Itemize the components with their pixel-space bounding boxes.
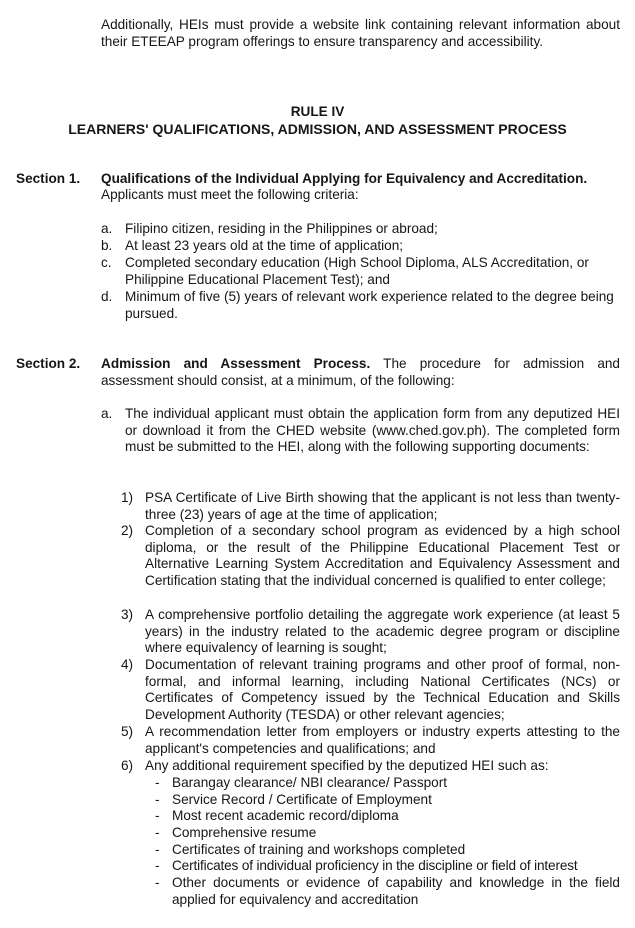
list-item-text: Any additional requirement specified by the deputized HEI such as: — [145, 758, 549, 773]
criteria-item-a — [101, 221, 621, 238]
additional-item-6 — [155, 858, 635, 875]
list-item-text: Minimum of five (5) years of relevant work experience related to the degree being pursued. — [125, 289, 614, 321]
criteria-item-d — [101, 289, 621, 322]
additional-item-4 — [155, 825, 630, 842]
rule-number: RULE IV — [290, 104, 345, 119]
list-item-text: A comprehensive portfolio detailing the aggregate work experience (at least 5 years) in the industry related to the academic degree program or discipline where equivalency of learning is sought; — [145, 607, 620, 656]
document-item-4 — [121, 657, 620, 724]
additional-item-7 — [155, 875, 620, 908]
admission-item-a — [101, 406, 620, 456]
list-item-text: Certificates of training and workshops completed — [172, 842, 466, 857]
list-item-text: The individual applicant must obtain the application form from any deputized HEI or download it from the CHED website (www.ched.gov.ph). The completed form must be submitted to the HEI, along with the following supporting documents: — [125, 406, 620, 455]
list-marker: 5) — [121, 724, 134, 739]
list-marker: b. — [101, 238, 113, 253]
dash-bullet-icon: - — [155, 808, 160, 823]
rule-title: LEARNERS' QUALIFICATIONS, ADMISSION, AND ASSESSMENT PROCESS — [68, 121, 567, 137]
document-item-1 — [121, 490, 620, 523]
list-item-text: Documentation of relevant training programs and other proof of formal, non-formal, and informal learning, including National Certificates (NCs) or Certificates of Competency issued by the Technical Education and Skills Development Authority (TESDA) or other relevant agencies; — [145, 657, 620, 723]
list-item-text: Most recent academic record/diploma — [172, 808, 399, 823]
list-item-text: At least 23 years old at the time of application; — [125, 238, 404, 253]
section-1-label: Section 1. — [16, 171, 81, 186]
list-item-text: Barangay clearance/ NBI clearance/ Passport — [172, 775, 448, 790]
list-marker: 3) — [121, 607, 134, 622]
list-item-text: Completion of a secondary school program as evidenced by a high school diploma, or the result of the Philippine Educational Placement Test or Alternative Learning System Accreditation and Equivalency Assessment and Certification stating that the individual concerned is qualified to enter college; — [145, 523, 620, 589]
dash-bullet-icon: - — [155, 775, 160, 790]
list-item-text: Other documents or evidence of capability and knowledge in the field applied for equivalency and accreditation — [172, 875, 620, 907]
list-item-text: Service Record / Certificate of Employment — [172, 792, 432, 807]
list-item-text: A recommendation letter from employers or industry experts attesting to the applicant's competencies and qualifications; and — [145, 724, 620, 756]
section-1-heading: Qualifications of the Individual Applying for Equivalency and Accreditation. — [101, 171, 588, 186]
document-item-6 — [121, 758, 620, 775]
additional-item-2 — [155, 792, 630, 809]
intro-paragraph: Additionally, HEIs must provide a website link containing relevant information about their ETEEAP program offerings to ensure transparency and accessibility. — [101, 17, 620, 49]
dash-bullet-icon: - — [155, 858, 160, 873]
document-item-3 — [121, 607, 620, 657]
section-2-lead: The procedure for admission and assessment should consist, at a minimum, of the following: — [101, 356, 620, 388]
list-item-text: Completed secondary education (High School Diploma, ALS Accreditation, or Philippine Educational Placement Test); and — [125, 255, 589, 287]
list-item-text: Comprehensive resume — [172, 825, 317, 840]
additional-item-3 — [155, 808, 630, 825]
document-item-2 — [121, 523, 620, 590]
list-marker: 4) — [121, 657, 134, 672]
criteria-item-c — [101, 255, 621, 288]
list-marker: 6) — [121, 758, 134, 773]
list-item-text: PSA Certificate of Live Birth showing that the applicant is not less than twenty-three (23) years of age at the time of application; — [145, 490, 620, 522]
section-2-heading: Admission and Assessment Process. — [101, 356, 371, 371]
list-marker: c. — [101, 255, 112, 270]
section-2-label: Section 2. — [16, 356, 81, 371]
list-marker: a. — [101, 406, 113, 421]
list-marker: 1) — [121, 490, 134, 505]
criteria-item-b — [101, 238, 621, 255]
dash-bullet-icon: - — [155, 875, 160, 890]
additional-item-1 — [155, 775, 630, 792]
list-item-text: Certificates of individual proficiency in the discipline or field of interest — [172, 858, 578, 873]
additional-item-5 — [155, 842, 630, 859]
dash-bullet-icon: - — [155, 825, 160, 840]
list-marker: a. — [101, 221, 113, 236]
document-item-5 — [121, 724, 620, 757]
dash-bullet-icon: - — [155, 792, 160, 807]
list-item-text: Filipino citizen, residing in the Philippines or abroad; — [125, 221, 438, 236]
list-marker: 2) — [121, 523, 134, 538]
list-marker: d. — [101, 289, 113, 304]
section-2-paragraph — [101, 356, 620, 389]
dash-bullet-icon: - — [155, 842, 160, 857]
section-1-lead: Applicants must meet the following criteria: — [101, 187, 359, 202]
